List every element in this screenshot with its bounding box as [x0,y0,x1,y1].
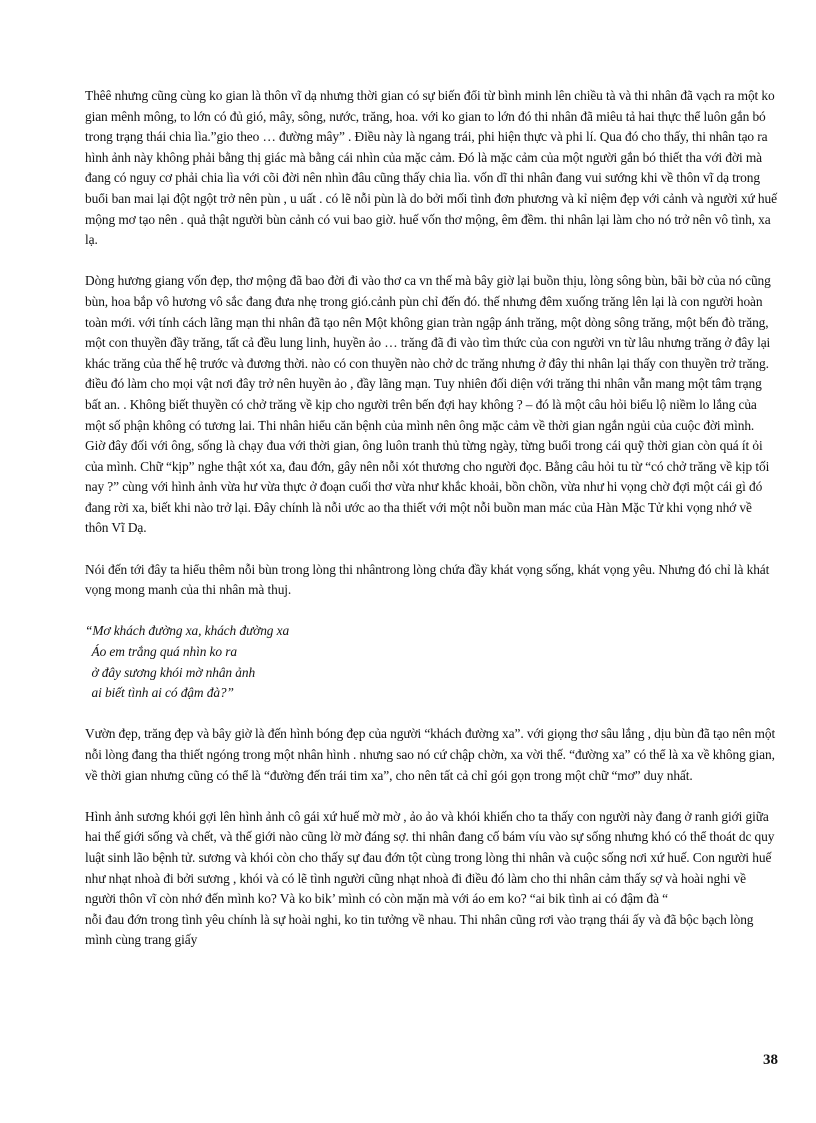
poem-quote [85,621,777,703]
poem-line-3: ở đây sương khói mờ nhân ảnh [85,664,256,680]
paragraph-6: nỗi đau đớn trong tình yêu chính là sự hoài nghi, ko tin tưởng về nhau. Thi nhân cũng rơi vào trạng thái ấy và đã bộc bạch lòng mình cùng trang giấy [85,911,754,948]
page-number: 38 [763,1052,778,1068]
page-body [85,86,777,972]
paragraph-3: Nói đến tới đây ta hiểu thêm nỗi bùn trong lòng thi nhântrong lòng chứa đầy khát vọng sống, khát vọng yêu. Nhưng đó chỉ là khát vọng mong manh của thi nhân mà thuj. [85,561,770,598]
paragraph-4: Vườn đẹp, trăng đẹp và bây giờ là đến hình bóng đẹp của người “khách đường xa”. với giọng thơ sâu lắng , dịu bùn đã tạo nên một nỗi lòng đang tha thiết ngóng trong một nhân hình . nhưng sao nó cứ chập chờn, xa vời thế. “đường xa” có thể là xa về không gian, về thời gian nhưng cũng có thể là “đường đến trái tim xa”, cho nên tất cả chỉ gói gọn trong một chữ “mơ” duy nhất. [85,726,776,783]
poem-line-4: ai biết tình ai có đậm đà?” [85,685,234,701]
paragraph-1: Thêê nhưng cũng cùng ko gian là thôn vĩ dạ nhưng thời gian có sự biến đổi từ bình minh lên chiều tà và thi nhân đã vạch ra một ko gian mênh mông, to lớn có đủ gió, mây, sông, nước, trăng, hoa. với ko gian to lớn đó thi nhân đã miêu tả hai thực thể luôn gắn bó trong trạng thái chia lìa.”gio theo … đường mây” . Điều này là ngang trái, phi hiện thực và phi lí. Qua đó cho thấy, thi nhân tạo ra hình ảnh này không phải bằng thị giác mà bằng cái nhìn của mặc cảm. Đó là mặc cảm của một người gắn bó thiết tha với đời mà đang có nguy cơ phải chia lìa với cõi đời nên nhìn đâu cũng thấy chia lìa. vốn dĩ thi nhân đang vui sướng khi về thôn vĩ dạ trong buổi ban mai lại đột ngột trở nên pùn , u uất . có lẽ nỗi pùn là do bởi mối tình đơn phương và kỉ niệm đẹp với cảnh và người xứ huế mộng mơ tạo nên . quả thật người bùn cảnh có vui bao giờ. huế vốn thơ mộng, êm đềm. thi nhân lại làm cho nó trở nên vô tình, xa lạ. [85,88,777,248]
paragraph-2: Dòng hương giang vốn đẹp, thơ mộng đã bao đời đi vào thơ ca vn thế mà bây giờ lại buồn thịu, lòng sông bùn, bãi bờ của nó cũng bùn, hoa bắp vô hương vô sắc đang đưa nhẹ trong gió.cảnh pùn chỉ đến đó. thế nhưng đêm xuống trăng lên lại là con người hoàn toàn mới. với tính cách lãng mạn thi nhân đã tạo nên Một không gian tràn ngập ánh trăng, một dòng sông trăng, một bến đò trăng, một con thuyền đầy trăng, tất cả đều lung linh, huyền ảo … trăng đã đi vào tìm thức của con người vn từ lâu nhưng trăng ở đây lại khác trăng của thế hệ trước và đương thời. nào có con thuyền nào chở dc trăng nhưng ở đây thi nhân lại thấy con thuyền trở trăng. điều đó làm cho mọi vật nơi đây trở nên huyền ảo , đầy lãng mạn. Tuy nhiên đối diện với trăng thi nhân vẫn mang một tâm trạng bất an. . Không biết thuyền có chở trăng về kịp cho người trên bến đợi hay không ? – đó là một câu hỏi biểu lộ niềm lo lắng của một số phận không có tương lai. Thi nhân hiểu căn bệnh của mình nên ông mặc cảm về thời gian ngắn ngủi của cuộc đời mình. Giờ đây đối với ông, sống là chạy đua với thời gian, ông luôn tranh thủ từng ngày, từng buổi trong cái quỹ thời gian còn quá ít ỏi của mình. Chữ “kịp” nghe thật xót xa, đau đớn, gây nên nỗi xót thương cho người đọc. Bằng câu hỏi tu từ “có chở trăng về kịp tối nay ?” cùng với hình ảnh vừa hư vừa thực ở đoạn cuối thơ vừa như khắc khoải, bồn chồn, vừa như hi vọng chờ đợi một cái gì đó đang rời xa, biết khi nào trở lại. Đây chính là nỗi ước ao tha thiết với một nỗi buồn man mác của Hàn Mặc Tử khi vọng nhớ về thôn Vĩ Dạ. [85,273,771,536]
poem-line-1: “Mơ khách đường xa, khách đường xa [85,623,290,639]
paragraph-5: Hình ảnh sương khói gợi lên hình ảnh cô gái xứ huế mờ mờ , ảo ảo và khói khiến cho ta thấy con người này đang ở ranh giới giữa hai thế giới sống và chết, và thế giới nào cũng lờ mờ đáng sợ. thi nhân đang cố bám víu vào sự sống nhưng khó có thể thoát dc quy luật sinh lão bệnh tử. sương và khói còn cho thấy sự đau đớn tột cùng trong lòng thi nhân và cuộc sống nơi xứ huế. Con người huế như nhạt nhoà đi bởi sương , khói và có lẽ tình người cũng nhạt nhoà đi điều đó làm cho thi nhân cảm thấy sợ và hoài nghi về người thôn vĩ còn nhớ đến mình ko? Và ko bik’ mình có còn mặn mà với áo em ko? “ai bik tình ai có đậm đà “ [85,808,775,907]
poem-line-2: Áo em trắng quá nhìn ko ra [85,644,237,660]
